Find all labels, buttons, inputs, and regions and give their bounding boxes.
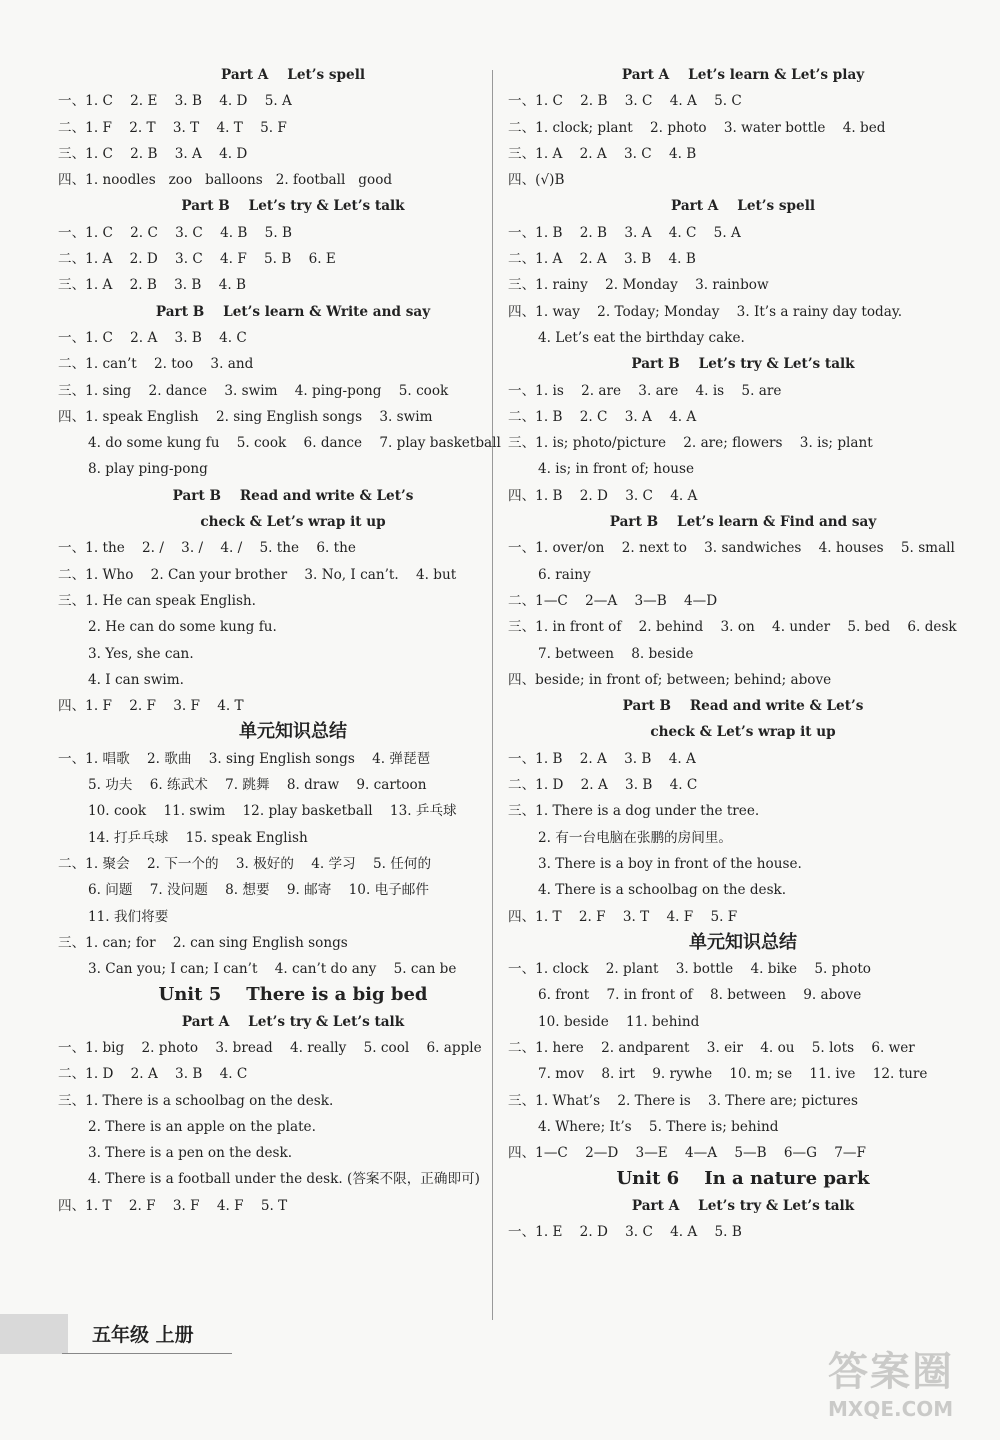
answer-line: 一、1. over/on 2. next to 3. sandwiches 4. houses 5. small: [508, 540, 955, 557]
section-heading: Part B Read and write & Let’s: [172, 487, 414, 504]
answer-line: 4. I can swim.: [88, 671, 184, 688]
answer-line: 四、(√)B: [508, 172, 565, 189]
answer-line: 6. front 7. in front of 8. between 9. above: [538, 987, 862, 1004]
answer-line: 二、1. A 2. A 3. B 4. B: [508, 251, 696, 268]
answer-line: 三、1. C 2. B 3. A 4. D: [58, 145, 248, 162]
answer-line: 11. 我们将要: [88, 908, 169, 925]
answer-line: 4. There is a football under the desk. (答案不限，正确即可): [88, 1171, 480, 1188]
answer-line: 二、1—C 2—A 3—B 4—D: [508, 592, 718, 609]
answer-line: 二、1. here 2. andparent 3. eir 4. ou 5. lots 6. wer: [508, 1039, 915, 1056]
answer-line: 7. between 8. beside: [538, 645, 694, 662]
answer-line: 四、1. noodles zoo balloons 2. football good: [58, 172, 393, 189]
answer-line: 二、1. A 2. D 3. C 4. F 5. B 6. E: [58, 251, 336, 268]
answer-line: 三、1. There is a dog under the tree.: [508, 803, 760, 820]
section-heading: Unit 5 There is a big bed: [158, 984, 428, 1006]
answer-line: 3. There is a pen on the desk.: [88, 1145, 293, 1162]
section-heading: 单元知识总结: [239, 721, 347, 743]
answer-line: 四、1. T 2. F 3. T 4. F 5. F: [508, 908, 738, 925]
answer-line: 5. 功夫 6. 练武术 7. 跳舞 8. draw 9. cartoon: [88, 777, 427, 794]
watermark-logo: 答案圈: [828, 1349, 954, 1395]
answer-line: 一、1. C 2. C 3. C 4. B 5. B: [58, 224, 292, 241]
answer-line: 10. beside 11. behind: [538, 1013, 700, 1030]
answer-line: 二、1. clock; plant 2. photo 3. water bottle 4. bed: [508, 119, 886, 136]
answer-line: 2. 有一台电脑在张鹏的房间里。: [538, 829, 733, 846]
answer-line: 10. cook 11. swim 12. play basketball 13. 乒乓球: [88, 803, 457, 820]
answer-line: 二、1. D 2. A 3. B 4. C: [58, 1066, 248, 1083]
grade-label: 五年级 上册: [92, 1324, 194, 1346]
answer-line: 一、1. 唱歌 2. 歌曲 3. sing English songs 4. 弹琵琶: [58, 750, 431, 767]
section-heading: Part A Let’s try & Let’s talk: [631, 1197, 855, 1214]
section-heading: Part B Let’s learn & Find and say: [609, 514, 877, 531]
section-heading: Part B Let’s try & Let’s talk: [181, 198, 405, 215]
section-heading: 单元知识总结: [689, 931, 797, 953]
answer-line: 三、1. What’s 2. There is 3. There are; pictures: [508, 1092, 858, 1109]
answer-line: 三、1. rainy 2. Monday 3. rainbow: [508, 277, 769, 294]
answer-line: 3. Can you; I can; I can’t 4. can’t do any 5. can be: [88, 961, 457, 978]
answer-line: 二、1. F 2. T 3. T 4. T 5. F: [58, 119, 287, 136]
page-footer: [0, 1314, 240, 1354]
answer-line: 二、1. can’t 2. too 3. and: [58, 356, 254, 373]
answer-line: 一、1. clock 2. plant 3. bottle 4. bike 5. photo: [508, 961, 871, 978]
answer-line: 4. do some kung fu 5. cook 6. dance 7. play basketball: [88, 435, 501, 452]
section-heading: Part A Let’s spell: [670, 198, 816, 215]
section-heading: Part A Let’s spell: [220, 67, 366, 83]
answer-line: 三、1. is; photo/picture 2. are; flowers 3. is; plant: [508, 435, 873, 452]
answer-line: 二、1. Who 2. Can your brother 3. No, I can’t. 4. but: [58, 566, 457, 583]
answer-line: 四、1. B 2. D 3. C 4. A: [508, 487, 698, 504]
answer-line: 4. is; in front of; house: [538, 461, 695, 478]
answer-line: 4. Where; It’s 5. There is; behind: [538, 1118, 779, 1135]
answer-line: 一、1. the 2. / 3. / 4. / 5. the 6. the: [58, 540, 356, 557]
answer-line: 四、1. T 2. F 3. F 4. F 5. T: [58, 1197, 288, 1214]
section-heading: Part B Read and write & Let’s: [622, 698, 864, 715]
answer-line: 14. 打乒乓球 15. speak English: [88, 829, 308, 846]
answer-line: 一、1. B 2. A 3. B 4. A: [508, 750, 696, 767]
answer-line: 一、1. is 2. are 3. are 4. is 5. are: [508, 382, 782, 399]
answer-line: 三、1. can; for 2. can sing English songs: [58, 934, 348, 951]
answer-line: 四、1. way 2. Today; Monday 3. It’s a rainy day today.: [508, 303, 903, 320]
answer-line: 三、1. A 2. B 3. B 4. B: [58, 277, 246, 294]
section-heading: Part B Let’s learn & Write and say: [155, 303, 431, 320]
answer-line: 一、1. C 2. E 3. B 4. D 5. A: [58, 93, 292, 110]
answer-line: 4. There is a schoolbag on the desk.: [538, 882, 787, 899]
answer-line: 8. play ping-pong: [88, 461, 208, 478]
answer-line: 三、1. in front of 2. behind 3. on 4. under 5. bed 6. desk: [508, 619, 957, 636]
answer-line: 四、1. speak English 2. sing English songs 3. swim: [58, 408, 433, 425]
answer-line: 3. Yes, she can.: [88, 645, 194, 662]
answer-line: 2. There is an apple on the plate.: [88, 1118, 316, 1135]
footer-rule: [62, 1353, 232, 1354]
answer-line: 二、1. B 2. C 3. A 4. A: [508, 408, 697, 425]
answer-line: 三、1. A 2. A 3. C 4. B: [508, 145, 697, 162]
answer-line: 三、1. He can speak English.: [58, 592, 257, 609]
answer-line: 四、beside; in front of; between; behind; above: [508, 671, 832, 688]
answer-line: 7. mov 8. irt 9. rywhe 10. m; se 11. ive 12. ture: [538, 1066, 928, 1083]
answer-line: 2. He can do some kung fu.: [88, 619, 277, 636]
page-number-box: [0, 1314, 68, 1354]
section-heading: Part A Let’s learn & Let’s play: [621, 67, 865, 83]
section-heading: Unit 6 In a nature park: [616, 1168, 870, 1190]
answer-line: 6. 问题 7. 没问题 8. 想要 9. 邮寄 10. 电子邮件: [88, 882, 429, 899]
answer-line: 一、1. B 2. B 3. A 4. C 5. A: [508, 224, 741, 241]
answer-line: 三、1. sing 2. dance 3. swim 4. ping-pong 5. cook: [58, 382, 449, 399]
answer-line: 四、1—C 2—D 3—E 4—A 5—B 6—G 7—F: [508, 1145, 866, 1162]
right-column: [508, 62, 978, 1245]
answer-line: 4. Let’s eat the birthday cake.: [538, 329, 745, 346]
answer-line: 6. rainy: [538, 566, 591, 583]
watermark: [828, 1340, 978, 1426]
section-heading: Part A Let’s try & Let’s talk: [181, 1013, 405, 1030]
answer-line: 一、1. big 2. photo 3. bread 4. really 5. cool 6. apple: [58, 1039, 482, 1056]
answer-line: 一、1. C 2. A 3. B 4. C: [58, 329, 247, 346]
section-heading: check & Let’s wrap it up: [650, 724, 836, 741]
answer-line: 一、1. E 2. D 3. C 4. A 5. B: [508, 1224, 742, 1241]
section-heading: Part B Let’s try & Let’s talk: [631, 356, 855, 373]
answer-line: 三、1. There is a schoolbag on the desk.: [58, 1092, 334, 1109]
answer-line: 一、1. C 2. B 3. C 4. A 5. C: [508, 93, 742, 110]
answer-line: 3. There is a boy in front of the house.: [538, 855, 802, 872]
left-column: [58, 62, 528, 1219]
answer-line: 二、1. D 2. A 3. B 4. C: [508, 777, 698, 794]
section-heading: check & Let’s wrap it up: [200, 514, 386, 531]
answer-line: 二、1. 聚会 2. 下一个的 3. 极好的 4. 学习 5. 任何的: [58, 855, 432, 872]
answer-line: 四、1. F 2. F 3. F 4. T: [58, 698, 244, 715]
watermark-url: MXQE.COM: [828, 1397, 954, 1421]
